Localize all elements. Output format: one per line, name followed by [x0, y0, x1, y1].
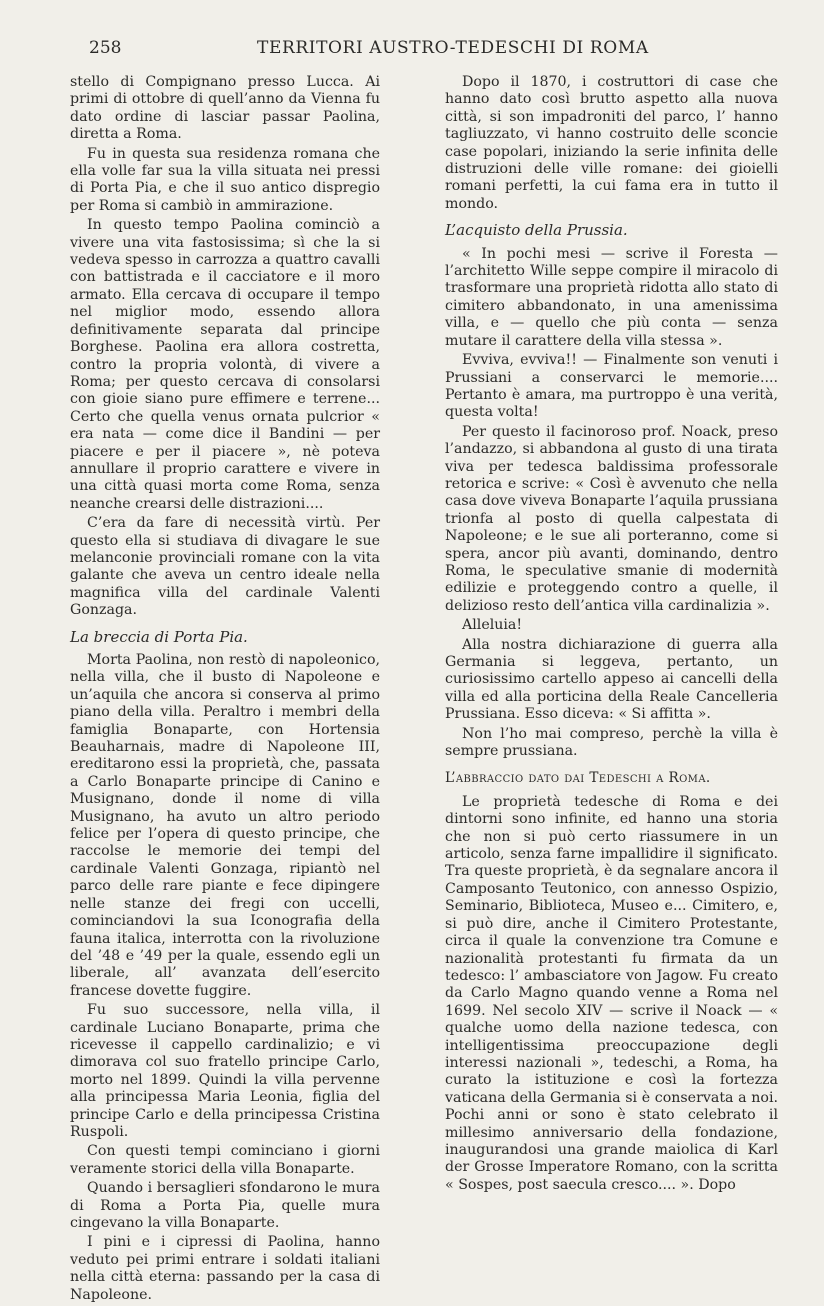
paragraph: Fu suo successore, nella villa, il cardinale Luciano Bonaparte, prima che ricevesse il cappello cardinalizio; e vi dimorava col suo fratello principe Carlo, morto nel 1899. Quindi la villa pervenne alla principessa Maria Leonia, figlia del principe Carlo e della principessa Cristina Ruspoli. [70, 1002, 380, 1140]
paragraph: Alleluia! [462, 617, 523, 634]
paragraph: C’era da fare di necessità virtù. Per questo ella si studiava di divagare le sue melanconie provinciali romane con la vita galante che aveva un centro ideale nella magnifica villa del cardinale Valenti Gonzaga. [70, 515, 380, 619]
paragraph: Fu in questa sua residenza romana che ella volle far sua la villa situata nei pressi di Porta Pia, e che il suo antico dispregio per Roma si cambiò in ammirazione. [70, 145, 380, 214]
paragraph: Quando i bersaglieri sfondarono le mura di Roma a Porta Pia, quelle mura cingevano la villa Bonaparte. [70, 1180, 380, 1231]
paragraph: Morta Paolina, non restò di napoleonico, nella villa, che il busto di Napoleone e un’aquila che ancora si conserva al primo piano della villa. Peraltro i membri della famiglia Bonaparte, con Hortensia Beauharnais, madre di Napoleone III, ereditarono essi la proprietà, che, passata a Carlo Bonaparte principe di Canino e Musignano, donde il nome di villa Musignano, ha avuto un altro periodo felice per l’opera di questo principe, che raccolse le memorie dei tempi del cardinale Valenti Gonzaga, ripiantò nel parco delle rare piante e fece dipingere nelle stanze dei fregi con uccelli, cominciandovi la sua Iconografia della fauna italica, interrotta con la rivoluzione del ’48 e ’49 per la quale, essendo egli un liberale, all’ avanzata dell’esercito francese dovette fuggire. [70, 652, 380, 999]
paragraph: Con questi tempi cominciano i giorni veramente storici della villa Bonaparte. [70, 1143, 380, 1177]
section-heading: La breccia di Porta Pia. [70, 627, 248, 646]
section-heading: L’acquisto della Prussia. [445, 221, 628, 240]
section-heading: L’abbraccio dato dai Tedeschi a Roma. [445, 770, 711, 787]
paragraph: Evviva, evviva!! — Finalmente son venuti i Prussiani a conservarci le memorie.... Pertanto è amara, ma purtroppo è una verità, questa volta! [445, 352, 778, 421]
paragraph: Per questo il facinoroso prof. Noack, preso l’andazzo, si abbandona al gusto di una tirata viva per tedesca baldissima professorale retorica e scrive: « Così è avvenuto che nella casa dove viveva Bonaparte l’aquila prussiana trionfa al posto di quella calpestata di Napoleone; e le sue ali porteranno, come si spera, ancor più avanti, dominando, dentro Roma, le speculative smanie di modernità edilizie e proteggendo contro a quelle, il delizioso resto dell’antica villa cardinalizia ». [445, 423, 778, 614]
page-number: 258 [89, 38, 122, 58]
paragraph: Non l’ho mai compreso, perchè la villa è sempre prussiana. [445, 725, 778, 760]
left-column [70, 74, 380, 1306]
paragraph: In questo tempo Paolina cominciò a vivere una vita fastosissima; sì che la si vedeva spesso in carrozza a quattro cavalli con battistrada e il cacciatore e il moro armato. Ella cercava di occupare il tempo nel miglior modo, essendo allora definitivamente separata dal principe Borghese. Paolina era allora costretta, contro la propria volontà, di vivere a Roma; per questo cercava di consolarsi con gioie siano pure effimere e terrene... Certo che quella venus ornata pulcrior « era nata — come dice il Bandini — per piacere e per il piacere », nè poteva annullare il proprio carattere e vivere in una città quasi morta come Roma, senza neanche crearsi delle distrazioni.... [70, 217, 380, 512]
paragraph: Le proprietà tedesche di Roma e dei dintorni sono infinite, ed hanno una storia che non si può certo riassumere in un articolo, senza farne impallidire il significato. Tra queste proprietà, è da segnalare ancora il Camposanto Teutonico, con annesso Ospizio, Seminario, Biblioteca, Museo e... Cimitero, e, si può dire, anche il Cimitero Protestante, circa il quale la convenzione tra Comune e nazionalità protestanti fu firmata da un tedesco: l’ ambasciatore von Jagow. Fu creato da Carlo Magno quando venne a Roma nel 1699. Nel secolo XIV — scrive il Noack — « qualche uomo della nazione tedesca, con intelligentissima preoccupazione degli interessi nazionali », tedeschi, a Roma, ha curato la istituzione e così la fortezza vaticana della Germania si è conservata a noi. Pochi anni or sono è stato celebrato il millesimo anniversario della fondazione, inaugurandosi una grande maiolica di Karl der Grosse Imperatore Romano, con la scritta « Sospes, post saecula cresco.... ». Dopo [445, 793, 778, 1193]
paragraph: Alla nostra dichiarazione di guerra alla Germania si leggeva, pertanto, un curiosissimo cartello appeso ai cancelli della villa ed alla porticina della Reale Cancelleria Prussiana. Esso diceva: « Si affitta ». [445, 636, 778, 723]
paragraph: « In pochi mesi — scrive il Foresta — l’architetto Wille seppe compire il miracolo di trasformare una proprietà ridotta allo stato di cimitero abbandonato, in una amenissima villa, e — quello che più conta — senza mutare il carattere della villa stessa ». [445, 245, 778, 349]
right-column [445, 74, 778, 1196]
paragraph: I pini e i cipressi di Paolina, hanno veduto pei primi entrare i soldati italiani nella città eterna: passando per la casa di Napoleone. [70, 1234, 380, 1303]
paragraph: Dopo il 1870, i costruttori di case che hanno dato così brutto aspetto alla nuova città, si son impadroniti del parco, l’ hanno tagliuzzato, vi hanno costruito delle sconcie case popolari, iniziando la serie infinita delle distruzioni delle ville romane: dei gioielli romani perfetti, la cui fama era in tutto il mondo. [445, 74, 778, 212]
running-head: TERRITORI AUSTRO-TEDESCHI DI ROMA [257, 38, 649, 58]
paragraph: stello di Compignano presso Lucca. Ai primi di ottobre di quell’anno da Vienna fu dato ordine di lasciar passar Paolina, diretta a Roma. [70, 74, 380, 143]
